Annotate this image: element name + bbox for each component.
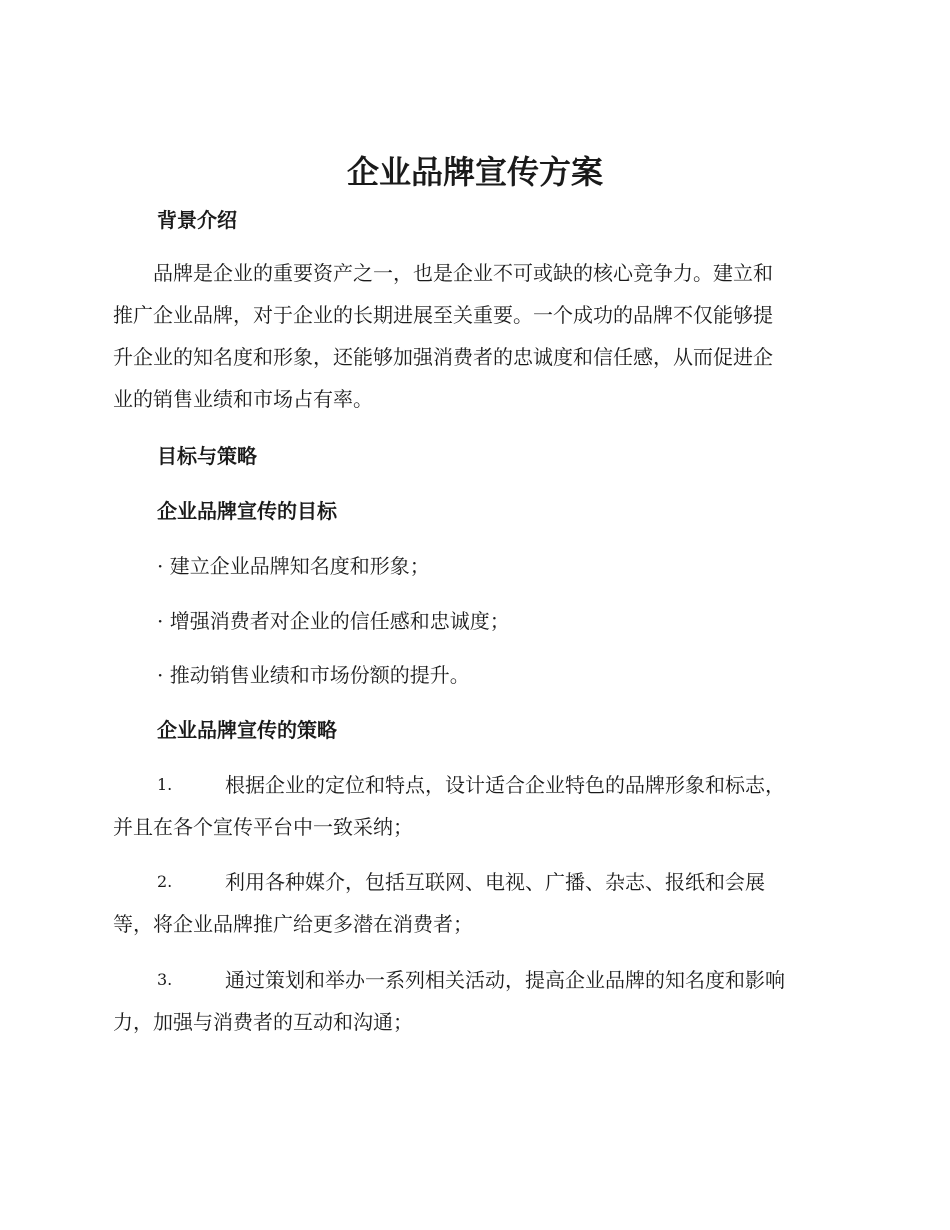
strategy-text: 根据企业的定位和特点，设计适合企业特色的品牌形象和标志，	[225, 773, 785, 797]
strategy-text: 通过策划和举办一系列相关活动，提高企业品牌的知名度和影响	[225, 968, 785, 992]
paragraph-line: 品牌是企业的重要资产之一，也是企业不可或缺的核心竞争力。建立和	[113, 261, 773, 285]
heading-goals: 企业品牌宣传的目标	[157, 499, 337, 523]
paragraph-line: 升企业的知名度和形象，还能够加强消费者的忠诚度和信任感，从而促进企	[113, 345, 773, 369]
goal-item: · 推动销售业绩和市场份额的提升。	[157, 663, 470, 687]
strategy-text-continued: 力，加强与消费者的互动和沟通；	[113, 1010, 413, 1034]
strategy-text-continued: 并且在各个宣传平台中一致采纳；	[113, 815, 413, 839]
goal-item: · 建立企业品牌知名度和形象；	[157, 554, 430, 578]
paragraph-line: 业的销售业绩和市场占有率。	[113, 387, 373, 411]
goal-item: · 增强消费者对企业的信任感和忠诚度；	[157, 609, 510, 633]
strategy-item	[113, 861, 838, 945]
heading-background: 背景介绍	[157, 208, 237, 232]
background-paragraph	[113, 252, 838, 420]
strategy-item	[113, 959, 838, 1043]
paragraph-line: 推广企业品牌，对于企业的长期进展至关重要。一个成功的品牌不仅能够提	[113, 303, 773, 327]
strategy-text-continued: 等，将企业品牌推广给更多潜在消费者；	[113, 912, 473, 936]
strategy-item	[113, 764, 838, 848]
strategy-text: 利用各种媒介，包括互联网、电视、广播、杂志、报纸和会展	[225, 870, 765, 894]
document-title: 企业品牌宣传方案	[346, 153, 603, 191]
strategy-number: 2.	[157, 872, 173, 891]
heading-strategies: 企业品牌宣传的策略	[157, 718, 337, 742]
heading-goals-strategy: 目标与策略	[157, 444, 257, 468]
strategy-number: 1.	[157, 775, 173, 794]
strategy-number: 3.	[157, 970, 173, 989]
